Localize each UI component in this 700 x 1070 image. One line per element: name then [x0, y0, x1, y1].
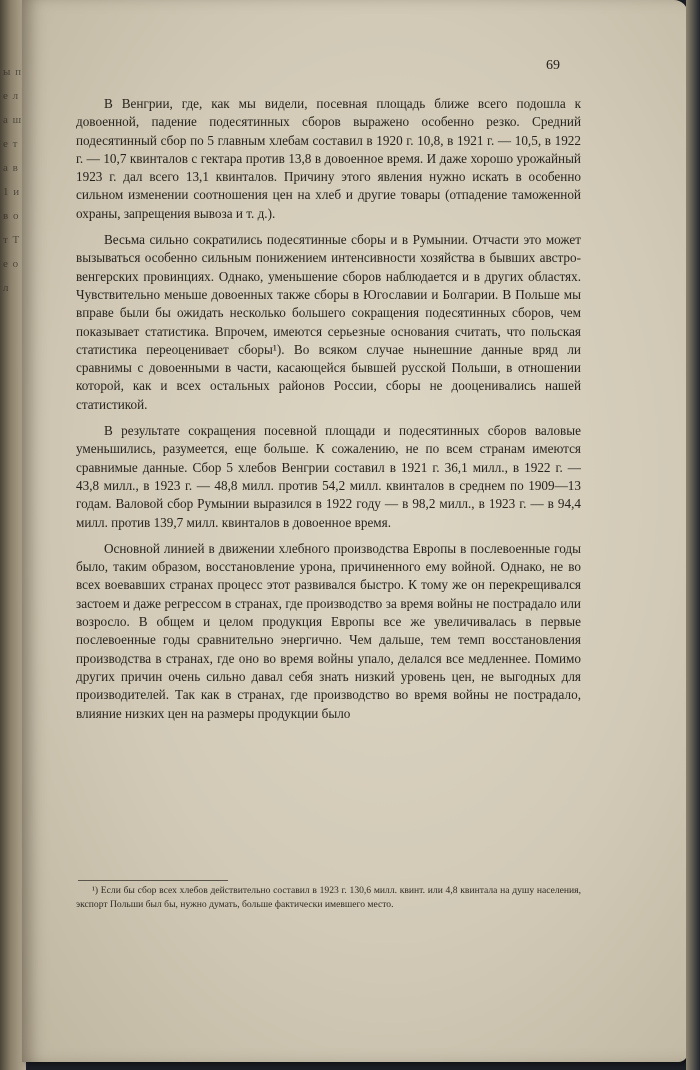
- body-text: [76, 95, 581, 731]
- facing-page-text-fragment: ы п е л а ш е т а в 1 и в о т Т е о л: [3, 66, 23, 294]
- page-number: 69: [546, 58, 560, 73]
- footnote-divider: [78, 880, 228, 881]
- book-page: [22, 0, 688, 1062]
- binding-background: [686, 0, 700, 1070]
- paragraph-hungary: В Венгрии, где, как мы видели, посевная площадь ближе всего подошла к довоенной, падение подесятинных сборов выражено особенно резко. Средний подесятинный сбор по 5 главным хлебам составил в 1920 г. 10,8, в 1921 г. — 10,5, в 1922 г. — 10,7 квинталов с гектара против 13,8 в довоенное время. И даже хорошо урожайный 1923 г. дал всего 13,1 квинталов. Причину этого явления нужно искать в особенно сильном изменении соотношения цен на хлеб и другие товары (отпадение таможенной охраны, запрещения вывоза и т. д.).: [76, 96, 581, 221]
- paragraph-romania: Весьма сильно сократились подесятинные сборы и в Румынии. Отчасти это может вызываться особенно сильным понижением интенсивности хозяйства в бывших австро-венгерских провинциях. Однако, уменьшение сборов наблюдается и в других областях. Чувствительно меньше довоенных также сборы в Югославии и Болгарии. В Польше мы вправе были бы ожидать несколько большего сокращения подесятинных сборов, чем показывает статистика. Впрочем, имеются серьезные основания считать, что польская статистика переоценивает сборы¹). Во всяком случае нынешние данные вряд ли сравнимы с довоенными в части, касающейся бывшей русской Польши, в отношении которой, как и всех остальных районов России, сборы не дооценивались нашей статистикой.: [76, 232, 581, 412]
- footnote: ¹) Если бы сбор всех хлебов действительно составил в 1923 г. 130,6 милл. квинт. или 4,8 квинтала на душу населения, экспорт Польши был бы, нужно думать, больше фактически имевшего место.: [76, 885, 581, 910]
- paragraph-gross-yields: В результате сокращения посевной площади и подесятинных сборов валовые уменьшились, разумеется, еще больше. К сожалению, не по всем странам имеются сравнимые данные. Сбор 5 хлебов Венгрии составил в 1921 г. 36,1 милл., в 1922 г. — 43,8 милл., в 1923 г. — 48,8 милл. против 54,2 милл. квинталов в среднем по 1909—13 годам. Валовой сбор Румынии выразился в 1922 году — в 98,2 милл., в 1923 г. — в 94,4 милл. против 139,7 милл. квинталов в довоенное время.: [76, 423, 581, 530]
- paragraph-main-line: Основной линией в движении хлебного производства Европы в послевоенные годы было, таким образом, восстановление урона, причиненного ему войной. Однако, не во всех воевавших странах процесс этот развивался быстро. К тому же он перекрещивался застоем и даже регрессом в странах, где производство за время войны не пострадало или возросло. В общем и целом продукция Европы все же увеличивалась в первые послевоенные годы сравнительно энергично. Чем дальше, тем темп восстановления производства в странах, где оно во время войны упало, делался все медленнее. Помимо других причин очень сильно давал себя знать низкий уровень цен, не выгодных для производителей. Так как в странах, где производство во время войны не пострадало, влияние низких цен на размеры продукции было: [76, 540, 581, 721]
